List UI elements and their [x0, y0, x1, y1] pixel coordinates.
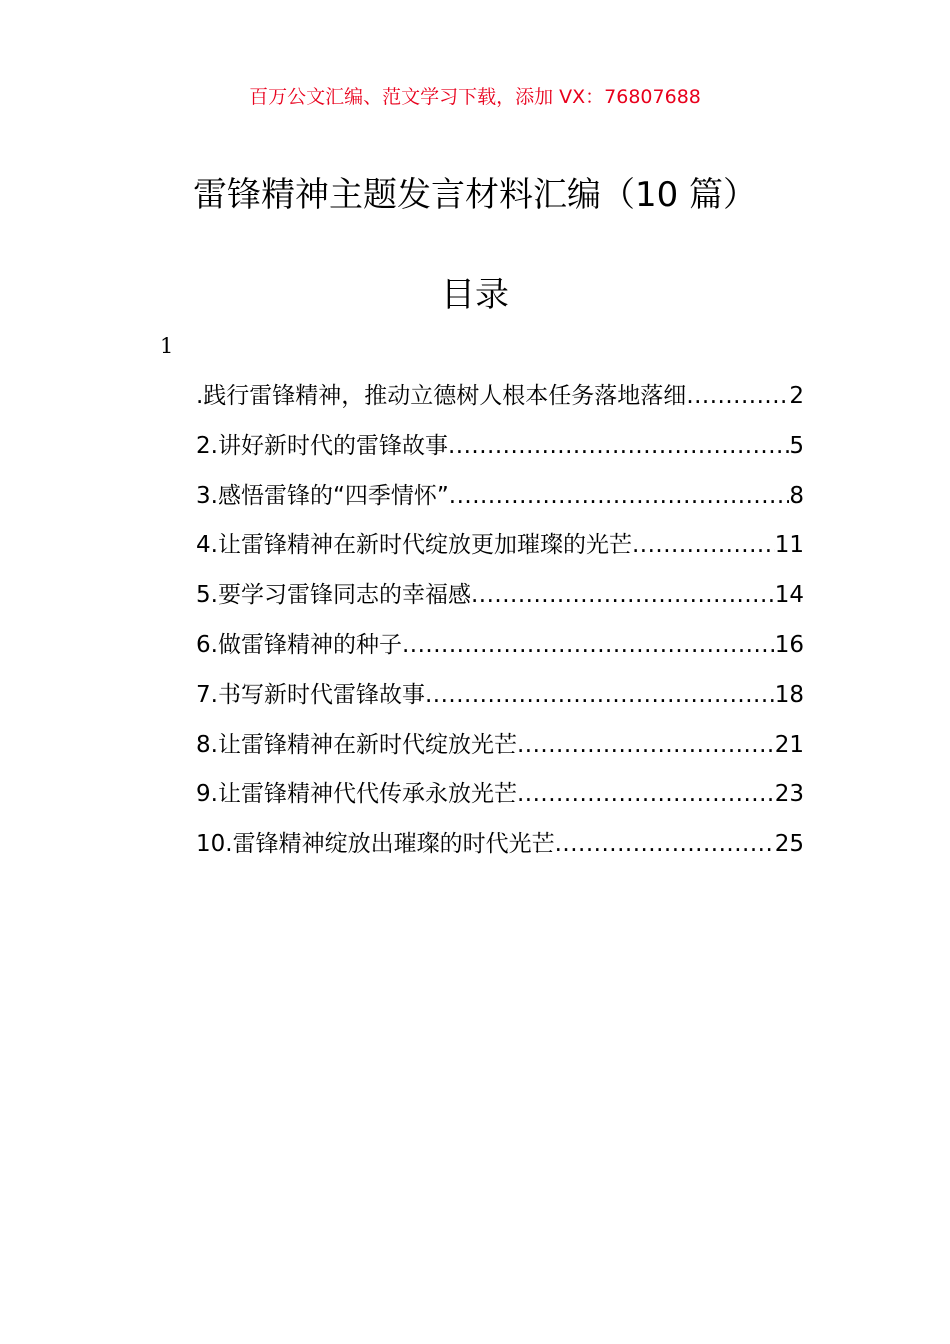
toc-entry-label: 9.让雷锋精神代代传承永放光芒 — [196, 781, 517, 808]
toc-entry-page: 25 — [774, 831, 804, 858]
toc-dot-leader — [448, 428, 789, 464]
toc-entry[interactable] — [196, 627, 804, 677]
toc-dot-leader — [402, 627, 775, 663]
toc-entry[interactable] — [196, 776, 804, 826]
toc-dot-leader — [425, 677, 775, 713]
toc-entry[interactable] — [196, 428, 804, 478]
toc-dot-leader — [471, 577, 775, 613]
toc-dot-leader — [517, 776, 775, 812]
table-of-contents — [196, 378, 804, 876]
toc-entry-page: 5 — [789, 432, 804, 459]
toc-entry[interactable] — [196, 478, 804, 528]
toc-dot-leader — [449, 478, 790, 514]
toc-entry[interactable] — [196, 677, 804, 727]
toc-entry[interactable] — [196, 577, 804, 627]
document-title: 雷锋精神主题发言材料汇编（10 篇） — [192, 175, 758, 215]
toc-entry-label: .践行雷锋精神，推动立德树人根本任务落地落细 — [196, 383, 687, 409]
toc-dot-leader — [686, 378, 789, 414]
toc-entry-page: 16 — [774, 631, 804, 658]
toc-entry[interactable] — [196, 527, 804, 577]
toc-entry-label: 6.做雷锋精神的种子 — [196, 631, 402, 658]
toc-dot-leader — [517, 727, 775, 763]
toc-entry-label: 3.感悟雷锋的“四季情怀” — [196, 482, 449, 509]
toc-dot-leader — [555, 826, 775, 862]
toc-entry-page: 11 — [774, 532, 804, 559]
toc-entry-label: 7.书写新时代雷锋故事 — [196, 681, 425, 708]
toc-heading: 目录 — [441, 275, 509, 315]
toc-entry-page: 18 — [774, 681, 804, 708]
toc-entry-label: 5.要学习雷锋同志的幸福感 — [196, 582, 471, 609]
toc-entry[interactable] — [196, 826, 804, 876]
toc-dot-leader — [632, 527, 775, 563]
toc-entry[interactable] — [196, 378, 804, 428]
toc-entry-label: 8.让雷锋精神在新时代绽放光芒 — [196, 731, 517, 758]
toc-entry[interactable] — [196, 727, 804, 777]
toc-entry-page: 8 — [789, 482, 804, 509]
toc-entry-label: 2.讲好新时代的雷锋故事 — [196, 432, 448, 459]
toc-entry-page: 2 — [789, 383, 804, 409]
toc-entry-page: 23 — [774, 781, 804, 808]
toc-entry-label: 4.让雷锋精神在新时代绽放更加璀璨的光芒 — [196, 532, 632, 559]
toc-entry-label: 10.雷锋精神绽放出璀璨的时代光芒 — [196, 831, 555, 858]
header-note: 百万公文汇编、范文学习下载，添加 VX：76807688 — [249, 86, 701, 108]
page-number-marker: 1 — [160, 334, 174, 358]
toc-entry-page: 21 — [774, 731, 804, 758]
toc-entry-page: 14 — [774, 582, 804, 609]
